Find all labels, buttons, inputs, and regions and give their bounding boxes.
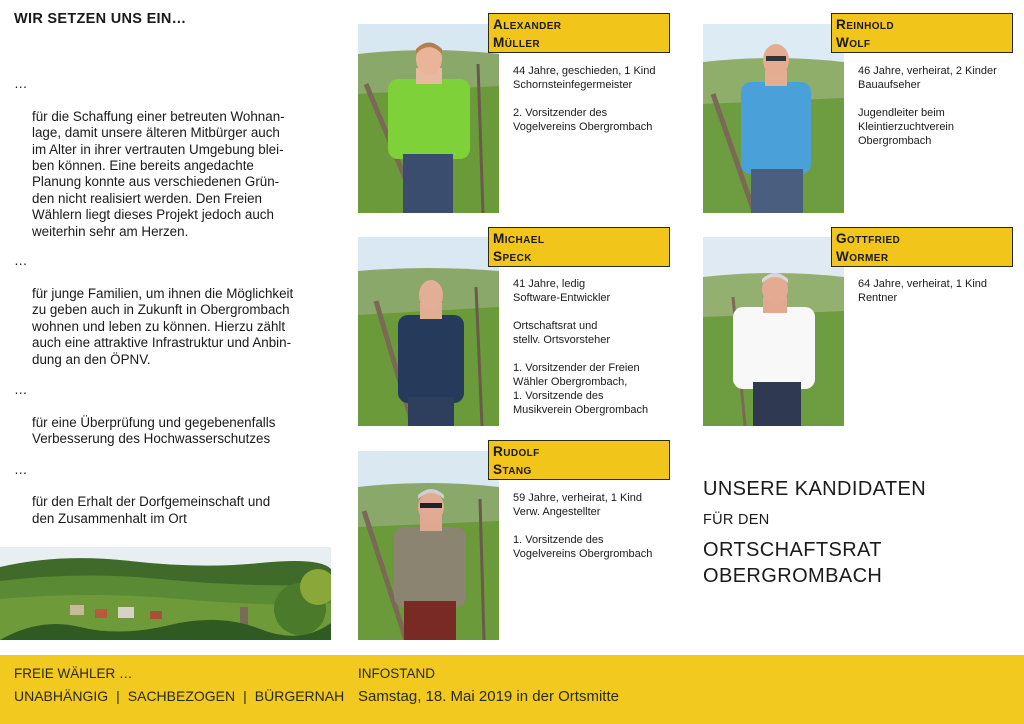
council-title [703,537,882,589]
list-item [14,462,324,528]
candidate-name-michael [488,227,670,267]
footer-values [14,688,344,704]
candidates-title: UNSERE KANDIDATEN [703,478,927,500]
ellipsis-marker: … [14,381,28,397]
candidate-info-michael [513,277,688,431]
candidate-photo-michael [358,237,499,426]
candidate-info-alexander [513,64,688,148]
separator: | [116,688,120,704]
infostand-label: INFOSTAND [358,666,435,681]
footer-band [0,655,1024,724]
list-item-text: für die Schaffung einer betreuten Wohnan- lage, damit unsere älteren Mitbürger auch im Alter in ihrer vertrauten Umgebung blei- ben können. Eine bereits angedachte Planung konnte aus verschiedenen Grün- den nicht realisiert werden. Den Freien Wählern liegt dieses Projekt jedoch auch weiterhin sehr am Herzen. [32,108,285,239]
candidate-name-reinhold [831,13,1013,53]
info-line: 46 Jahre, verheirat, 2 Kinder Bauaufseher [858,65,997,91]
info-line: 44 Jahre, geschieden, 1 Kind Schornsteinfegermeister [513,65,656,91]
ellipsis-marker: … [14,253,28,269]
first-name: Alexander [493,17,562,32]
candidate-photo-gottfried [703,237,844,426]
infostand-text: Samstag, 18. Mai 2019 in der Ortsmitte [358,688,619,705]
first-name: Michael [493,231,545,246]
candidates-subtitle: FÜR DEN [703,512,770,528]
candidate-photo-rudolf [358,451,499,640]
value-item: SACHBEZOGEN [127,688,236,704]
info-line: Jugendleiter beim Kleintierzuchtverein Obergrombach [858,107,954,147]
candidate-name-alexander [488,13,670,53]
candidate-photo-alexander [358,24,499,213]
info-line: 41 Jahre, ledig Software-Entwickler [513,278,611,304]
first-name: Gottfried [836,231,901,246]
info-line: 1. Vorsitzende des Vogelvereins Obergrombach [513,534,653,560]
info-line: Ortschaftsrat und stellv. Ortsvorsteher [513,320,610,346]
value-item: BÜRGERNAH [254,688,345,704]
first-name: Reinhold [836,17,895,32]
info-line: 2. Vorsitzender des Vogelvereins Obergrombach [513,107,653,133]
list-item-text: für den Erhalt der Dorfgemeinschaft und den Zusammenhalt im Ort [32,494,271,526]
info-line: 1. Vorsitzender der Freien Wähler Obergrombach, 1. Vorsitzende des Musikverein Obergrombach [513,362,649,416]
list-item-text: für eine Überprüfung und gegebenenfalls Verbesserung des Hochwasserschutzes [32,414,276,447]
candidate-name-gottfried [831,227,1013,267]
value-item: UNABHÄNGIG [14,688,109,704]
info-line: 59 Jahre, verheirat, 1 Kind Verw. Angestellter [513,492,643,518]
council-name: ORTSCHAFTSRAT [703,539,882,561]
last-name: Speck [493,249,532,264]
candidate-info-gottfried [858,277,1023,319]
list-item [14,76,324,240]
last-name: Wormer [836,249,889,264]
candidate-name-rudolf [488,440,670,480]
last-name: Wolf [836,35,871,50]
town-name: OBERGROMBACH [703,565,883,587]
info-line: 64 Jahre, verheirat, 1 Kind Rentner [858,278,988,304]
candidate-photo-reinhold [703,24,844,213]
section-heading: WIR SETZEN UNS EIN… [14,11,187,27]
separator: | [243,688,247,704]
candidate-info-reinhold [858,64,1023,162]
last-name: Stang [493,462,532,477]
ellipsis-marker: … [14,461,28,477]
list-item-text: für junge Familien, um ihnen die Möglichkeit zu geben auch in Zukunft in Obergrombach wohnen und leben zu können. Hierzu zählt auch eine attraktive Infrastruktur und Anbin- dung an den ÖPNV. [32,285,294,367]
last-name: Müller [493,35,541,50]
first-name: Rudolf [493,444,540,459]
footer-label: FREIE WÄHLER … [14,666,133,681]
list-item [14,253,324,368]
list-item [14,382,324,448]
village-landscape-photo [0,547,331,640]
candidate-info-rudolf [513,491,688,575]
ellipsis-marker: … [14,76,28,91]
